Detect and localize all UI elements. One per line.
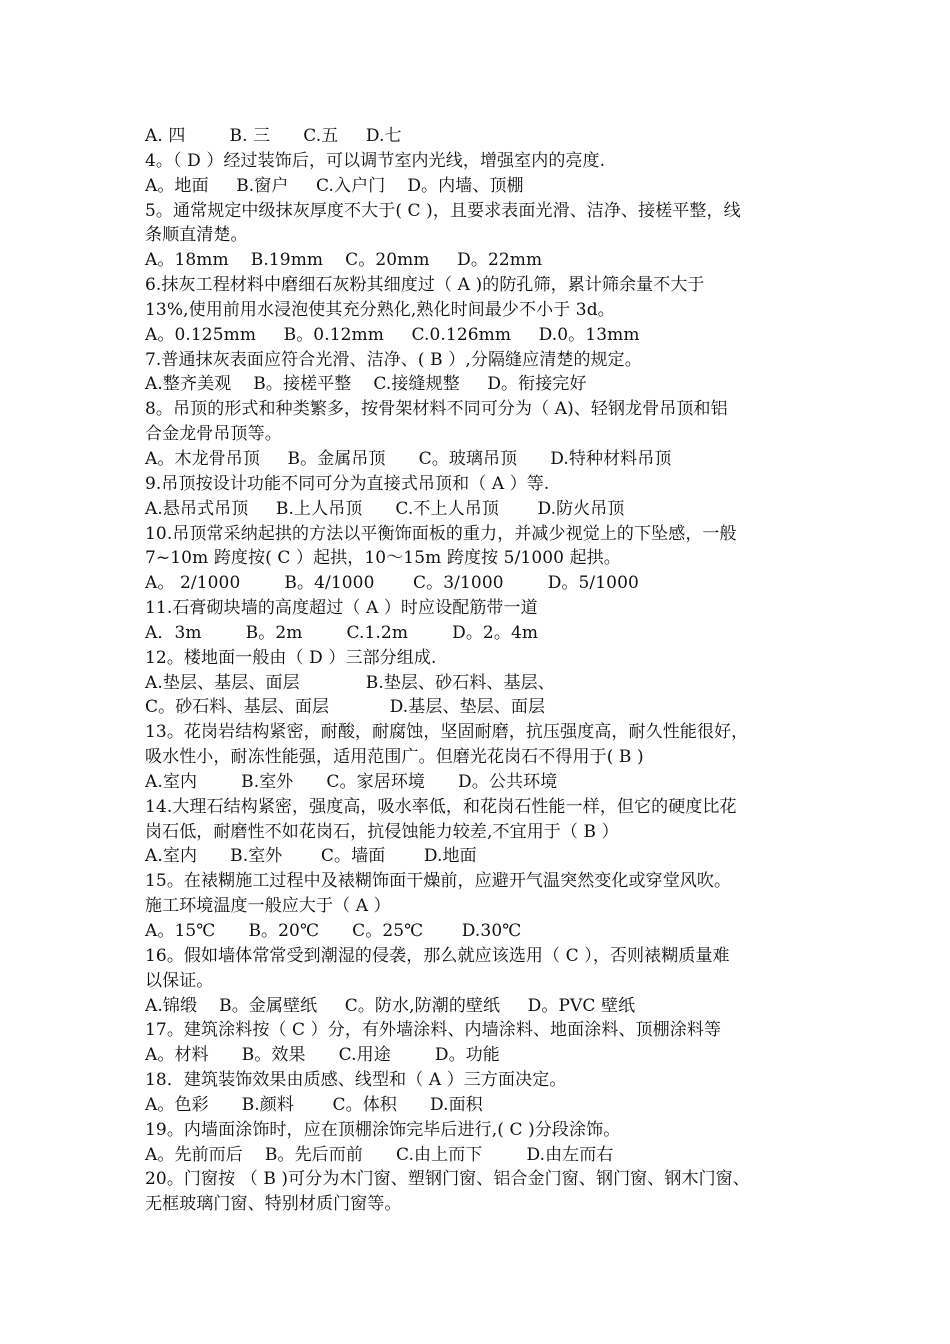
text-line: 7~10m 跨度按( C ）起拱，10～15m 跨度按 5/1000 起拱。 [145,548,621,569]
text-line: 19。内墙面涂饰时，应在顶棚涂饰完毕后进行,( C )分段涂饰。 [145,1119,621,1140]
text-line: 18．建筑装饰效果由质感、线型和（ A ）三方面决定。 [145,1070,567,1091]
text-line: 7.普通抹灰表面应符合光滑、洁净、( B ）,分隔缝应清楚的规定。 [145,349,642,370]
text-line: 10.吊顶常采纳起拱的方法以平衡饰面板的重力，并减少视觉上的下坠感，一般 [145,523,737,544]
text-line: 20。门窗按 （ B )可分为木门窗、塑钢门窗、铝合金门窗、钢门窗、钢木门窗、 [145,1169,750,1190]
text-line: A。 2/1000 B。4/1000 C。3/1000 D。5/1000 [145,573,639,594]
text-line: A.整齐美观 B。接槎平整 C.接缝规整 D。衔接完好 [145,374,587,395]
text-line: A.室内 B.室外 C。墙面 D.地面 [145,846,477,867]
text-line: 14.大理石结构紧密，强度高，吸水率低，和花岗石性能一样，但它的硬度比花 [145,796,737,817]
text-line: A。材料 B。效果 C.用途 D。功能 [145,1045,500,1066]
text-line: 8。吊顶的形式和种类繁多，按骨架材料不同可分为（ A)、轻钢龙骨吊顶和铝 [145,399,728,420]
text-line: 岗石低，耐磨性不如花岗石，抗侵蚀能力较差,不宜用于（ B ） [145,821,619,842]
text-line: A。18mm B.19mm C。20mm D。22mm [145,250,543,271]
text-line: 9.吊顶按设计功能不同可分为直接式吊顶和（ A ）等. [145,473,550,494]
text-line: A。先前而后 B。先后而前 C.由上而下 D.由左而右 [145,1144,614,1165]
text-line: 施工环境温度一般应大于（ A ） [145,896,391,917]
text-line: A.室内 B.室外 C。家居环境 D。公共环境 [145,771,558,792]
text-line: A.锦缎 B。金属壁纸 C。防水,防潮的壁纸 D。PVC 壁纸 [145,995,636,1016]
text-line: A.垫层、基层、面层 B.垫层、砂石料、基层、 [145,672,555,693]
text-line: 12。楼地面一般由（ D ）三部分组成. [145,647,437,668]
text-line: A。0.125mm B。0.12mm C.0.126mm D.0。13mm [145,324,640,345]
text-line: 16。假如墙体常常受到潮湿的侵袭，那么就应该选用（ C ），否则裱糊质量难 [145,945,730,966]
text-line: 条顺直清楚。 [145,225,248,246]
text-line: 5。通常规定中级抹灰厚度不大于( C )，且要求表面光滑、洁净、接槎平整，线 [145,200,741,221]
text-line: 13%,使用前用水浸泡使其充分熟化,熟化时间最少不小于 3d。 [145,299,615,320]
text-line: A. 四 B. 三 C.五 D.七 [145,126,402,146]
text-line: C。砂石料、基层、面层 D.基层、垫层、面层 [145,697,546,718]
text-line: A.悬吊式吊顶 B.上人吊顶 C.不上人吊顶 D.防火吊顶 [145,498,625,519]
text-line: 以保证。 [145,970,214,991]
text-line: A．3m B。2m C.1.2m D。2。4m [145,622,539,643]
text-line: 吸水性小，耐冻性能强，适用范围广。但磨光花岗石不得用于( B ) [145,747,644,768]
text-line: 13。花岗岩结构紧密，耐酸，耐腐蚀，坚固耐磨，抗压强度高，耐久性能很好， [145,722,749,743]
text-line: 17。建筑涂料按（ C ）分，有外墙涂料、内墙涂料、地面涂料、顶棚涂料等 [145,1020,722,1041]
text-line: 6.抹灰工程材料中磨细石灰粉其细度过（ A )的防孔筛，累计筛余量不大于 [145,275,705,296]
text-line: 无框玻璃门窗、特别材质门窗等。 [145,1194,402,1215]
text-line: 15。在裱糊施工过程中及裱糊饰面干燥前，应避开气温突然变化或穿堂风吹。 [145,871,732,892]
text-line: A。木龙骨吊顶 B。金属吊顶 C。玻璃吊顶 D.特种材料吊顶 [145,448,672,469]
document-body [145,124,815,1217]
text-line: A。色彩 B.颜料 C。体积 D.面积 [145,1094,483,1115]
text-line: 11.石膏砌块墙的高度超过（ A ）时应设配筋带一道 [145,598,538,619]
text-line: 4。（ D ）经过装饰后，可以调节室内光线，增强室内的亮度. [145,150,606,171]
text-line: 合金龙骨吊顶等。 [145,424,282,445]
text-line: A。15℃ B。20℃ C。25℃ D.30℃ [145,921,522,941]
text-line: A。地面 B.窗户 C.入户门 D。内墙、顶棚 [145,175,524,196]
